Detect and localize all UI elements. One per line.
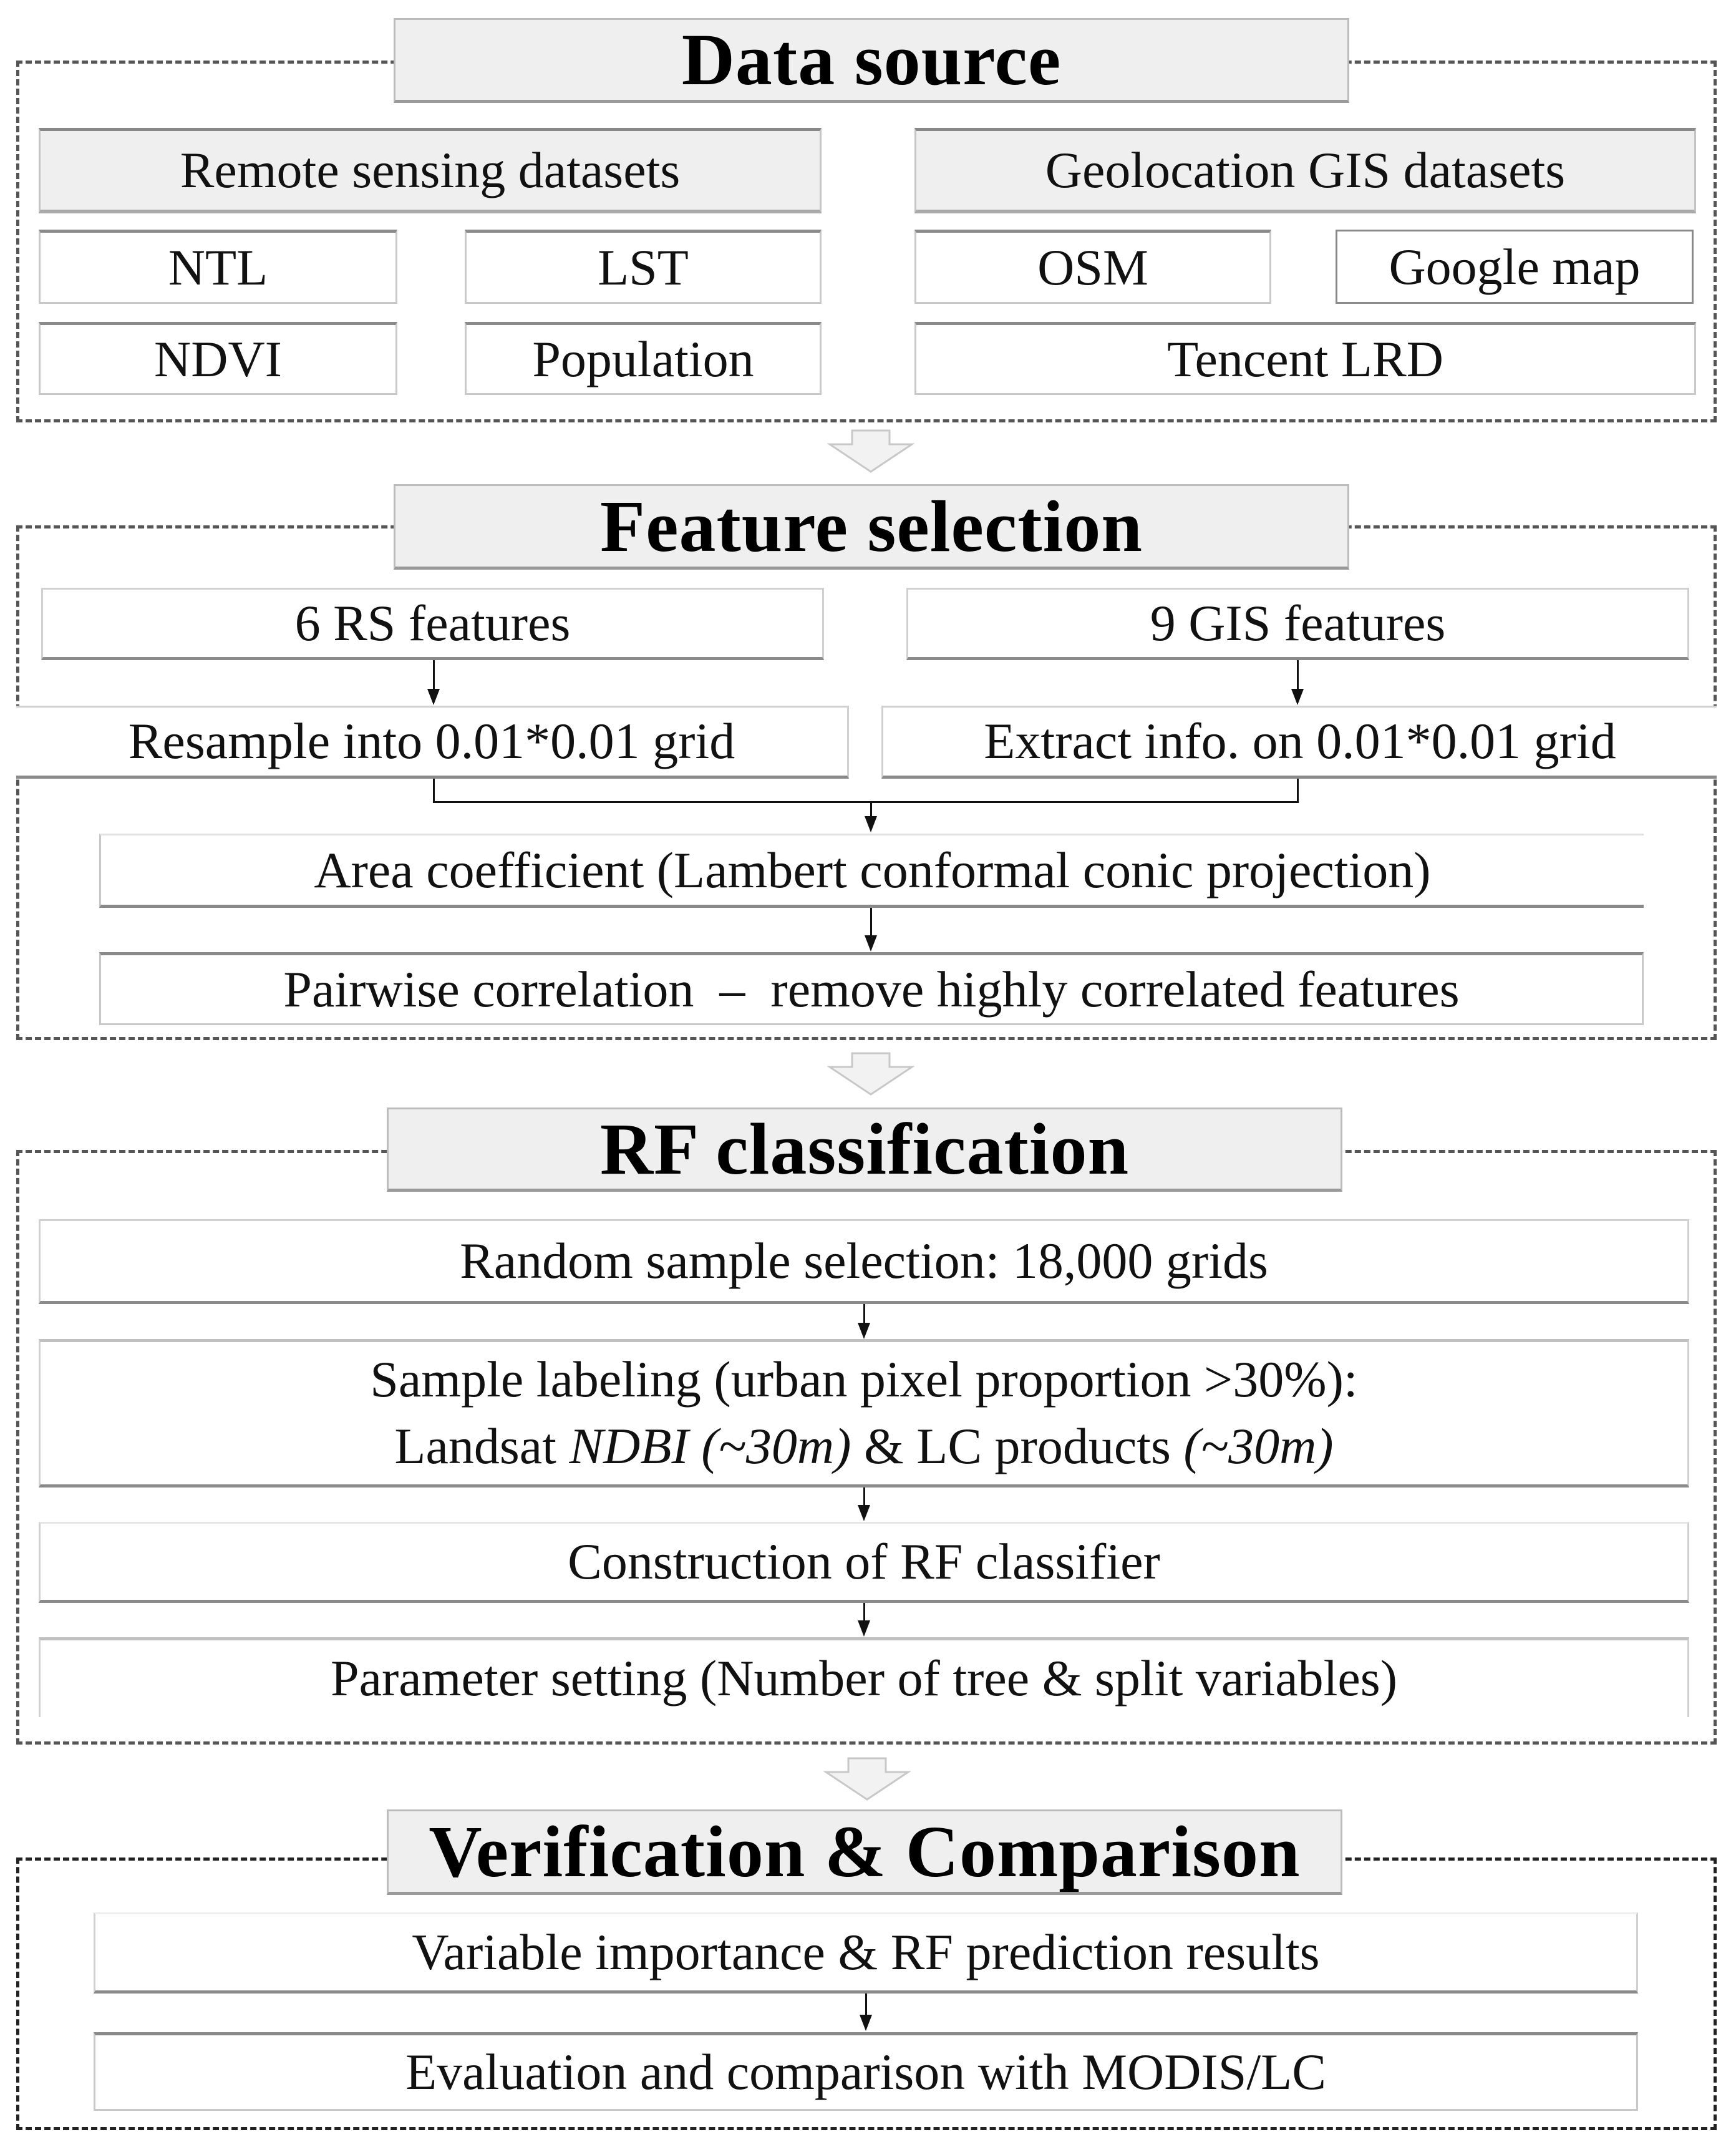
construction-box: Construction of RF classifier bbox=[39, 1522, 1689, 1603]
down-arrow-icon bbox=[827, 429, 914, 473]
data-source-title: Data source bbox=[394, 18, 1349, 103]
arrowhead-icon bbox=[858, 1505, 870, 1521]
ndbi-label: NDBI (~30m) bbox=[569, 1418, 851, 1474]
osm-box: OSM bbox=[914, 230, 1271, 304]
sample-labeling-line1: Sample labeling (urban pixel proportion >30%): bbox=[370, 1351, 1358, 1408]
arrowhead-icon bbox=[858, 1323, 870, 1339]
tencent-lrd-box: Tencent LRD bbox=[914, 322, 1696, 395]
lc-products-label: & LC products bbox=[851, 1418, 1184, 1474]
arrowhead-icon bbox=[858, 1620, 870, 1637]
connector-line bbox=[863, 1487, 865, 1506]
connector-line bbox=[863, 1304, 865, 1325]
random-sample-box: Random sample selection: 18,000 grids bbox=[39, 1219, 1689, 1304]
resolution-label: (~30m) bbox=[1183, 1418, 1334, 1474]
population-box: Population bbox=[465, 322, 822, 395]
arrowhead-icon bbox=[865, 935, 877, 952]
gis-header: Geolocation GIS datasets bbox=[914, 128, 1696, 213]
sample-labeling-box bbox=[39, 1339, 1689, 1487]
variable-importance-box: Variable importance & RF prediction results bbox=[94, 1912, 1638, 1994]
connector-line bbox=[433, 801, 1299, 803]
connector-line bbox=[870, 908, 872, 937]
sample-labeling-line2 bbox=[394, 1413, 1333, 1480]
evaluation-box: Evaluation and comparison with MODIS/LC bbox=[94, 2032, 1638, 2111]
landsat-label: Landsat bbox=[394, 1418, 570, 1474]
feature-selection-title: Feature selection bbox=[394, 484, 1349, 570]
connector-line bbox=[433, 660, 435, 691]
resample-box: Resample into 0.01*0.01 grid bbox=[16, 706, 849, 779]
gis-features-box: 9 GIS features bbox=[906, 588, 1689, 660]
down-arrow-icon bbox=[827, 1052, 914, 1096]
arrowhead-icon bbox=[1291, 689, 1304, 705]
lst-box: LST bbox=[465, 230, 822, 304]
connector-line bbox=[863, 1603, 865, 1622]
arrowhead-icon bbox=[865, 816, 877, 832]
ntl-box: NTL bbox=[39, 230, 397, 304]
ndvi-box: NDVI bbox=[39, 322, 397, 395]
area-coefficient-box: Area coefficient (Lambert conformal conic projection) bbox=[99, 834, 1644, 908]
down-arrow-icon bbox=[823, 1757, 911, 1801]
connector-line bbox=[433, 779, 435, 802]
connector-line bbox=[870, 802, 872, 817]
arrowhead-icon bbox=[860, 2015, 872, 2031]
connector-line bbox=[865, 1994, 867, 2016]
remote-sensing-header: Remote sensing datasets bbox=[39, 128, 822, 213]
rf-classification-title: RF classification bbox=[387, 1108, 1342, 1192]
connector-line bbox=[1297, 660, 1299, 691]
google-map-box: Google map bbox=[1336, 230, 1694, 304]
rs-features-box: 6 RS features bbox=[41, 588, 824, 660]
extract-box: Extract info. on 0.01*0.01 grid bbox=[881, 706, 1717, 779]
pairwise-correlation-box: Pairwise correlation – remove highly correlated features bbox=[99, 952, 1644, 1025]
parameter-setting-box: Parameter setting (Number of tree & split variables) bbox=[39, 1637, 1689, 1717]
connector-line bbox=[1297, 779, 1299, 802]
arrowhead-icon bbox=[427, 689, 440, 705]
verification-title: Verification & Comparison bbox=[387, 1809, 1342, 1895]
